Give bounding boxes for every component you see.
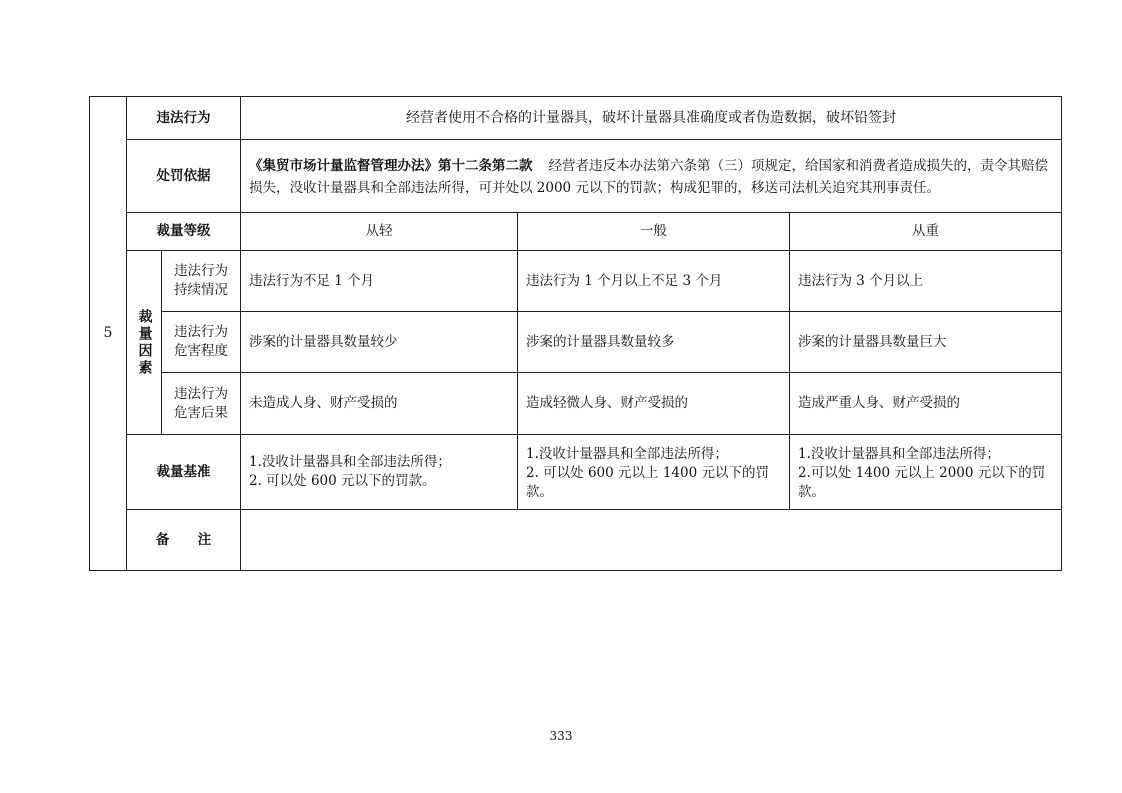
factor-consequence-general: 造成轻微人身、财产受损的 [526, 395, 688, 411]
penalty-basis-label: 处罚依据 [156, 167, 211, 184]
table-border-right [1061, 96, 1062, 571]
level-general: 一般 [640, 223, 667, 239]
level-severe: 从重 [912, 223, 939, 239]
remarks-value [241, 510, 1061, 570]
benchmark-severe [790, 435, 1061, 509]
benchmark-label: 裁量基准 [156, 463, 211, 480]
factor-duration-lenient: 违法行为不足 1 个月 [249, 272, 375, 289]
factor-consequence-severe: 造成严重人身、财产受损的 [798, 395, 960, 411]
penalty-basis-law: 《集贸市场计量监督管理办法》第十二条第二款 [249, 158, 533, 174]
factor-harm-degree-general: 涉案的计量器具数量较多 [526, 333, 675, 350]
factor-label-text: 违法行为 危害程度 [174, 324, 228, 359]
benchmark-lenient-text: 1.没收计量器具和全部违法所得； 2. 可以处 600 元以下的罚款。 [249, 454, 451, 489]
benchmark-lenient [241, 435, 517, 509]
benchmark-severe-text: 1.没收计量器具和全部违法所得； 2.可以处 1400 元以上 2000 元以下的罚款。 [798, 446, 1046, 500]
factor-label-text: 违法行为 持续情况 [174, 263, 228, 298]
row-number: 5 [103, 325, 113, 341]
factor-consequence-lenient: 未造成人身、财产受损的 [249, 395, 398, 411]
factor-label-consequence [162, 373, 240, 434]
table-border-bottom [89, 570, 1062, 571]
page-number: 333 [549, 729, 573, 743]
factor-group-label: 裁量因素 [136, 308, 153, 377]
factor-group-label-cell [127, 251, 161, 434]
factor-harm-degree-severe: 涉案的计量器具数量巨大 [798, 333, 947, 350]
level-label: 裁量等级 [156, 223, 211, 239]
violation-label: 违法行为 [156, 109, 211, 126]
benchmark-general-text: 1.没收计量器具和全部违法所得； 2. 可以处 600 元以上 1400 元以下的罚款。 [526, 446, 769, 500]
remarks-label: 备 注 [155, 531, 212, 548]
factor-duration-severe: 违法行为 3 个月以上 [798, 272, 924, 289]
factor-label-duration [162, 251, 240, 311]
violation-text: 经营者使用不合格的计量器具，破坏计量器具准确度或者伪造数据，破坏铅签封 [406, 109, 896, 126]
factor-duration-general: 违法行为 1 个月以上不足 3 个月 [526, 272, 723, 289]
factor-label-harm-degree [162, 312, 240, 372]
level-lenient: 从轻 [365, 223, 393, 239]
benchmark-general [518, 435, 789, 509]
penalty-basis-cell [241, 140, 1061, 212]
factor-harm-degree-lenient: 涉案的计量器具数量较少 [249, 333, 398, 350]
factor-label-text: 违法行为 危害后果 [174, 385, 228, 421]
penalty-basis-text: 经营者违反本办法第六条第（三）项规定，给国家和消费者造成损失的，责令其赔偿损失，没收计量器具和全部违法所得，可并处以 2000 元以下的罚款；构成犯罪的，移送司法机关追究其刑事责任。 [249, 158, 1048, 196]
